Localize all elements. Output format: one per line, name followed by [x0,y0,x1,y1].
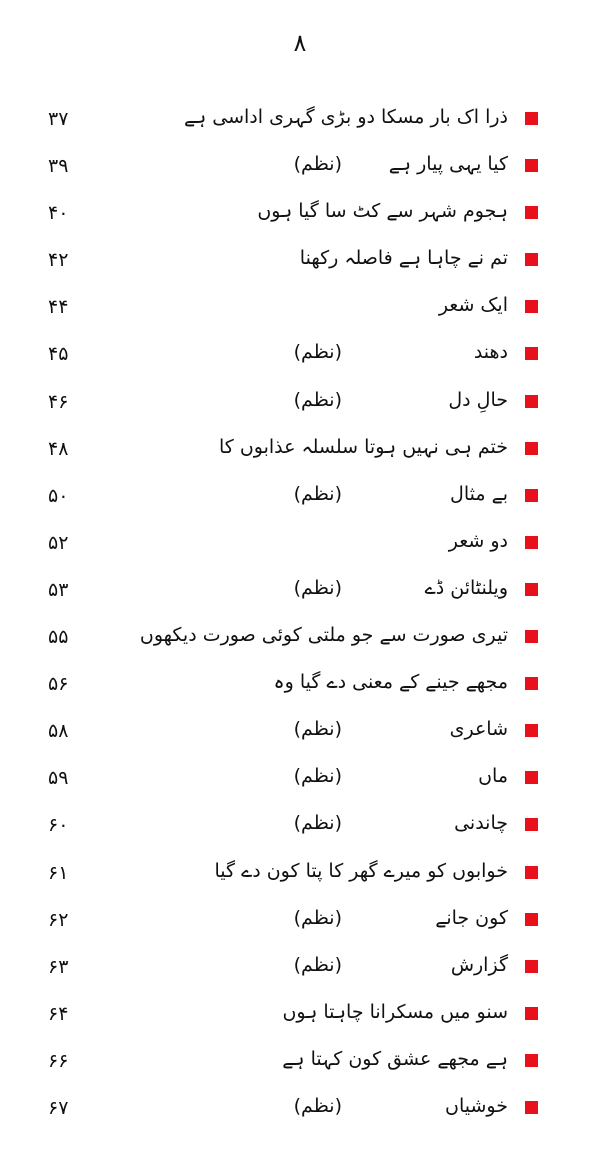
toc-entry [0,381,600,428]
toc-entry-title: حالِ دل [448,388,508,411]
toc-entry-page-number: ۳۹ [48,155,69,178]
square-bullet-icon [525,300,538,313]
toc-entry-genre-note: (نظم) [293,812,342,835]
square-bullet-icon [525,583,538,596]
toc-entry [0,899,600,946]
toc-entry-genre-note: (نظم) [293,153,342,176]
toc-entry-genre-note: (نظم) [293,341,342,364]
toc-entry-page-number: ۴۴ [48,296,69,319]
square-bullet-icon [525,1007,538,1020]
square-bullet-icon [525,347,538,360]
toc-entry-genre-note: (نظم) [293,1094,342,1117]
square-bullet-icon [525,960,538,973]
square-bullet-icon [525,395,538,408]
page-number: ۸ [293,29,307,57]
toc-entry-title: کیا یہی پیار ہے [388,153,508,176]
toc-entry [0,569,600,616]
toc-entry-page-number: ۵۶ [48,673,69,696]
toc-entry [0,145,600,192]
toc-entry-title: ایک شعر [438,294,508,317]
toc-entry [0,239,600,286]
toc-entry [0,286,600,333]
table-of-contents [0,98,600,1134]
toc-entry-title: ذرا اک بار مسکا دو بڑی گہری اداسی ہے [183,106,508,128]
toc-entry-page-number: ۴۰ [48,202,69,225]
toc-entry-page-number: ۳۷ [48,108,69,130]
toc-entry-title: شاعری [449,718,508,741]
toc-entry [0,428,600,475]
toc-entry [0,1087,600,1134]
toc-entry-genre-note: (نظم) [293,765,342,788]
square-bullet-icon [525,536,538,549]
toc-entry-genre-note: (نظم) [293,906,342,929]
toc-entry-page-number: ۶۰ [48,814,69,837]
square-bullet-icon [525,866,538,879]
toc-entry-title: ماں [478,765,508,788]
toc-entry-genre-note: (نظم) [293,388,342,411]
toc-entry-genre-note: (نظم) [293,953,342,976]
toc-entry-title: گزارش [450,953,508,976]
toc-entry-page-number: ۶۴ [48,1002,69,1025]
toc-entry-title: کون جانے [435,906,508,929]
toc-entry-title: تم نے چاہا ہے فاصلہ رکھنا [299,247,508,270]
toc-entry-title: خوابوں کو میرے گھر کا پتا کون دے گیا [214,859,508,882]
toc-entry-page-number: ۵۳ [48,578,69,601]
toc-entry-page-number: ۵۸ [48,720,69,743]
toc-entry-title: ہے مجھے عشق کون کہتا ہے [282,1047,508,1070]
toc-entry [0,616,600,663]
toc-entry-page-number: ۶۱ [48,861,69,884]
toc-entry-title: مجھے جینے کے معنی دے گیا وہ [273,671,508,694]
toc-entry [0,522,600,569]
toc-entry [0,475,600,522]
toc-entry-title: سنو میں مسکرانا چاہتا ہوں [282,1000,508,1023]
toc-entry [0,192,600,239]
toc-entry [0,757,600,804]
square-bullet-icon [525,253,538,266]
toc-entry-page-number: ۶۶ [48,1049,69,1072]
square-bullet-icon [525,112,538,125]
toc-entry [0,98,600,145]
toc-entry-page-number: ۴۵ [48,343,69,366]
toc-entry-title: دھند [473,341,508,364]
square-bullet-icon [525,724,538,737]
square-bullet-icon [525,489,538,502]
square-bullet-icon [525,206,538,219]
toc-entry-title: چاندنی [454,812,508,835]
square-bullet-icon [525,630,538,643]
toc-entry-title: دو شعر [448,529,508,552]
toc-entry [0,804,600,851]
square-bullet-icon [525,442,538,455]
toc-entry [0,663,600,710]
toc-entry-page-number: ۴۲ [48,249,69,272]
toc-entry-genre-note: (نظم) [293,482,342,505]
square-bullet-icon [525,1054,538,1067]
toc-entry-title: خوشیاں [445,1094,508,1117]
toc-entry-genre-note: (نظم) [293,576,342,599]
toc-entry-page-number: ۶۳ [48,955,69,978]
square-bullet-icon [525,818,538,831]
toc-entry [0,333,600,380]
toc-entry [0,852,600,899]
toc-entry-page-number: ۶۷ [48,1096,69,1119]
toc-entry-title: بے مثال [450,482,508,505]
toc-entry-title: ویلنٹائن ڈے [424,576,508,599]
square-bullet-icon [525,1101,538,1114]
toc-entry-page-number: ۵۵ [48,626,69,649]
toc-entry-title: ختم ہی نہیں ہوتا سلسلہ عذابوں کا [218,435,508,458]
square-bullet-icon [525,159,538,172]
toc-entry [0,993,600,1040]
toc-entry [0,1040,600,1087]
toc-entry-page-number: ۵۰ [48,484,69,507]
toc-entry-genre-note: (نظم) [293,718,342,741]
toc-entry-page-number: ۴۸ [48,437,69,460]
toc-entry-title: تیری صورت سے جو ملتی کوئی صورت دیکھوں [139,624,508,647]
toc-entry-title: ہجوم شہر سے کٹ سا گیا ہوں [257,200,508,223]
toc-entry [0,710,600,757]
square-bullet-icon [525,771,538,784]
square-bullet-icon [525,913,538,926]
toc-entry-page-number: ۵۹ [48,767,69,790]
square-bullet-icon [525,677,538,690]
toc-entry-page-number: ۶۲ [48,908,69,931]
toc-entry-page-number: ۴۶ [48,390,69,413]
toc-entry [0,946,600,993]
toc-entry-page-number: ۵۲ [48,531,69,554]
